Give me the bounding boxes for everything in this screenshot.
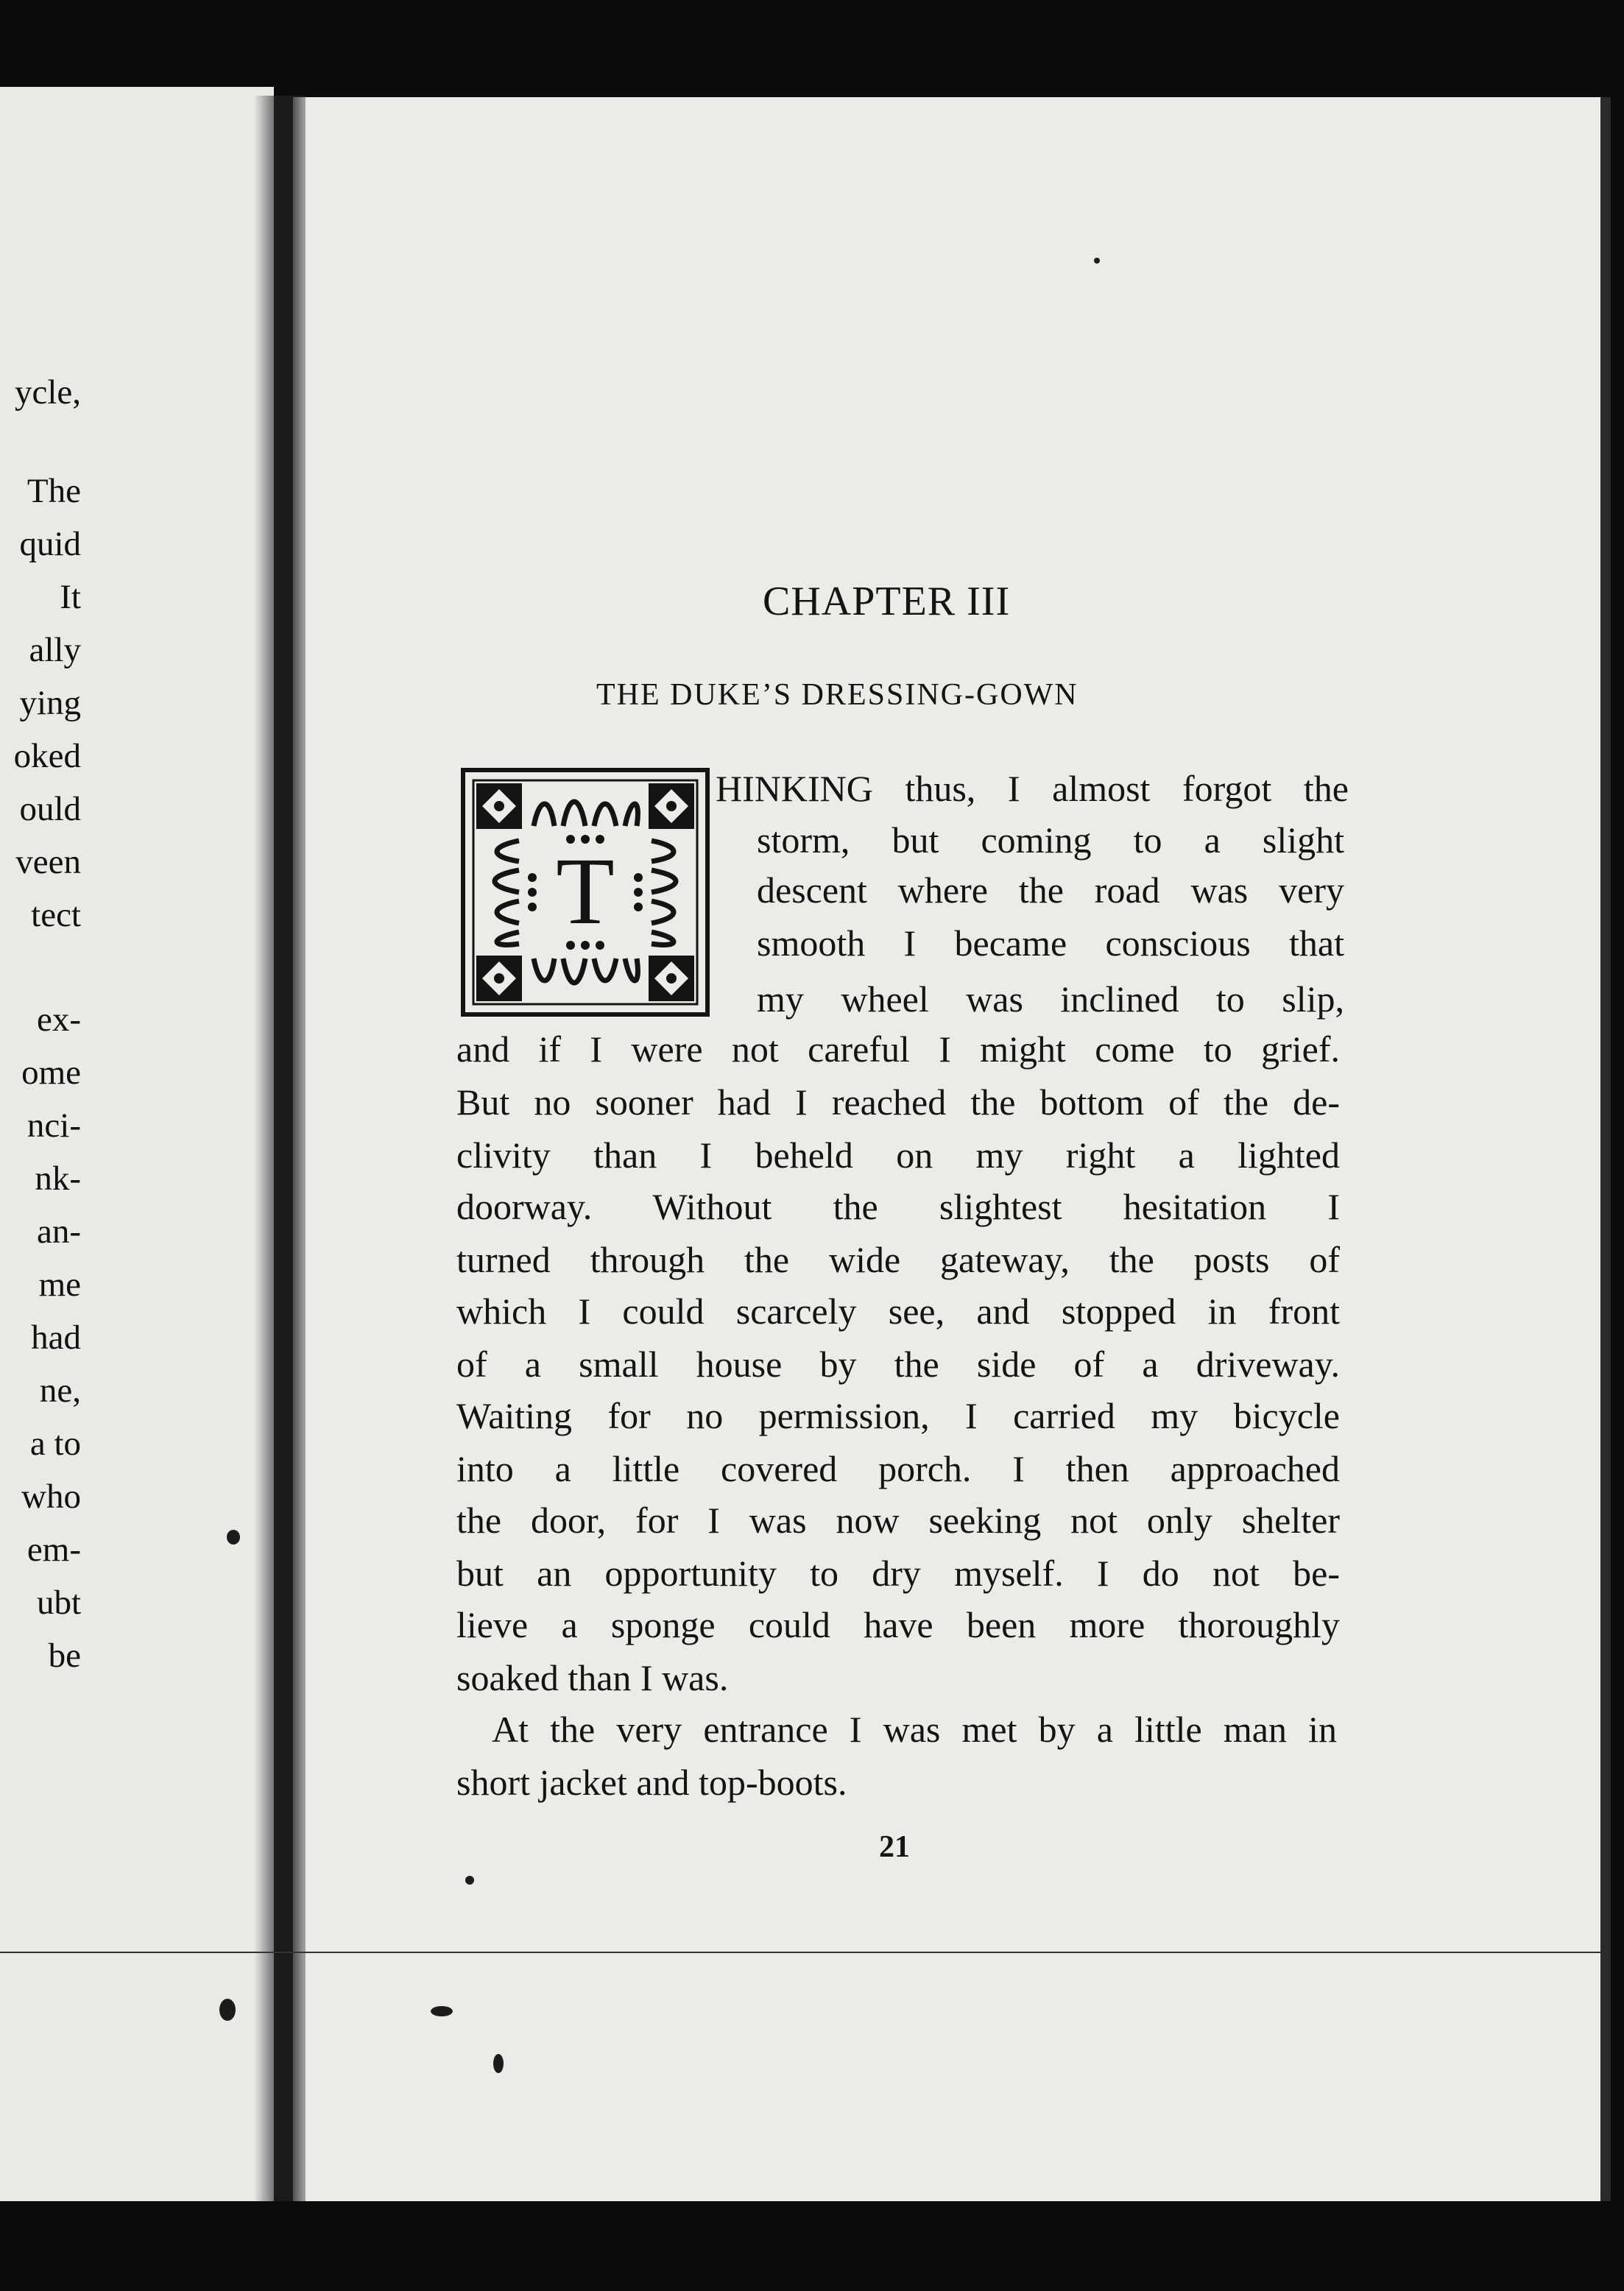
left-page-line: be	[48, 1637, 81, 1675]
scan-speck	[493, 2054, 504, 2073]
page-number: 21	[879, 1830, 910, 1864]
text-line: my wheel was inclined to slip,	[757, 978, 1344, 1020]
text-line: soaked than I was.	[456, 1657, 729, 1698]
left-page-line: ex-	[36, 1000, 81, 1039]
text-line: turned through the wide gateway, the posts of	[456, 1239, 1340, 1280]
left-page-line: em-	[27, 1531, 81, 1569]
left-page-line: nci-	[27, 1106, 81, 1145]
left-page-line: ne,	[39, 1372, 81, 1410]
scan-speck	[431, 2006, 453, 2016]
left-page-line: ally	[29, 631, 81, 669]
left-page-line: tect	[31, 896, 81, 934]
drop-cap-ornament-icon	[460, 767, 710, 1017]
chapter-subtitle: THE DUKE’S DRESSING-GOWN	[596, 678, 1078, 712]
text-line: doorway. Without the slightest hesitation I	[456, 1186, 1340, 1227]
page-edge	[1600, 97, 1611, 2209]
book-gutter-shadow	[254, 96, 306, 2209]
left-page-line: veen	[15, 843, 81, 881]
scan-speck	[219, 1999, 236, 2021]
previous-page-fragment	[0, 87, 274, 2207]
text-line: and if I were not careful I might come to grief.	[456, 1028, 1340, 1070]
left-page-line: ould	[19, 790, 81, 828]
chapter-heading: CHAPTER III	[763, 579, 1011, 624]
scan-speck	[465, 1876, 474, 1885]
text-line: At the very entrance I was met by a little man in	[492, 1709, 1337, 1750]
left-page-line: It	[60, 578, 81, 616]
left-page-line: me	[38, 1265, 81, 1304]
drop-cap-letter: T	[556, 839, 615, 945]
left-page-line: ycle,	[14, 373, 81, 412]
text-line: HINKING thus, I almost forgot the	[716, 768, 1349, 809]
text-line: Waiting for no permission, I carried my bicycle	[456, 1395, 1340, 1436]
text-line: smooth I became conscious that	[757, 922, 1344, 964]
text-line: descent where the road was very	[757, 869, 1344, 911]
left-page-line: oked	[13, 737, 81, 775]
scan-speck	[227, 1530, 240, 1545]
left-page-line: The	[27, 472, 81, 510]
text-line: But no sooner had I reached the bottom of the de-	[456, 1081, 1340, 1123]
scan-border	[0, 2201, 1624, 2291]
left-page-line: ome	[21, 1053, 81, 1092]
text-line: which I could scarcely see, and stopped in front	[456, 1291, 1340, 1332]
left-page-line: quid	[19, 525, 81, 563]
ornamental-drop-cap	[460, 767, 710, 1017]
text-line: the door, for I was now seeking not only shelter	[456, 1500, 1340, 1541]
scan-speck	[1094, 258, 1100, 264]
left-page-line: ying	[19, 684, 81, 722]
text-line: but an opportunity to dry myself. I do not be-	[456, 1553, 1340, 1594]
left-page-line: ubt	[36, 1584, 81, 1622]
left-page-line: who	[21, 1478, 81, 1516]
left-page-line: had	[31, 1319, 81, 1357]
left-page-line: nk-	[35, 1159, 81, 1198]
text-line: into a little covered porch. I then approached	[456, 1448, 1340, 1489]
text-line: clivity than I beheld on my right a lighted	[456, 1134, 1340, 1176]
text-line: short jacket and top-boots.	[456, 1762, 847, 1803]
scan-fold-line	[0, 1952, 1600, 1953]
left-page-line: a to	[29, 1425, 81, 1463]
text-line: of a small house by the side of a driveway.	[456, 1344, 1340, 1385]
text-line: lieve a sponge could have been more thoroughly	[456, 1604, 1340, 1645]
left-page-line: an-	[36, 1212, 81, 1251]
text-line: storm, but coming to a slight	[757, 819, 1344, 861]
